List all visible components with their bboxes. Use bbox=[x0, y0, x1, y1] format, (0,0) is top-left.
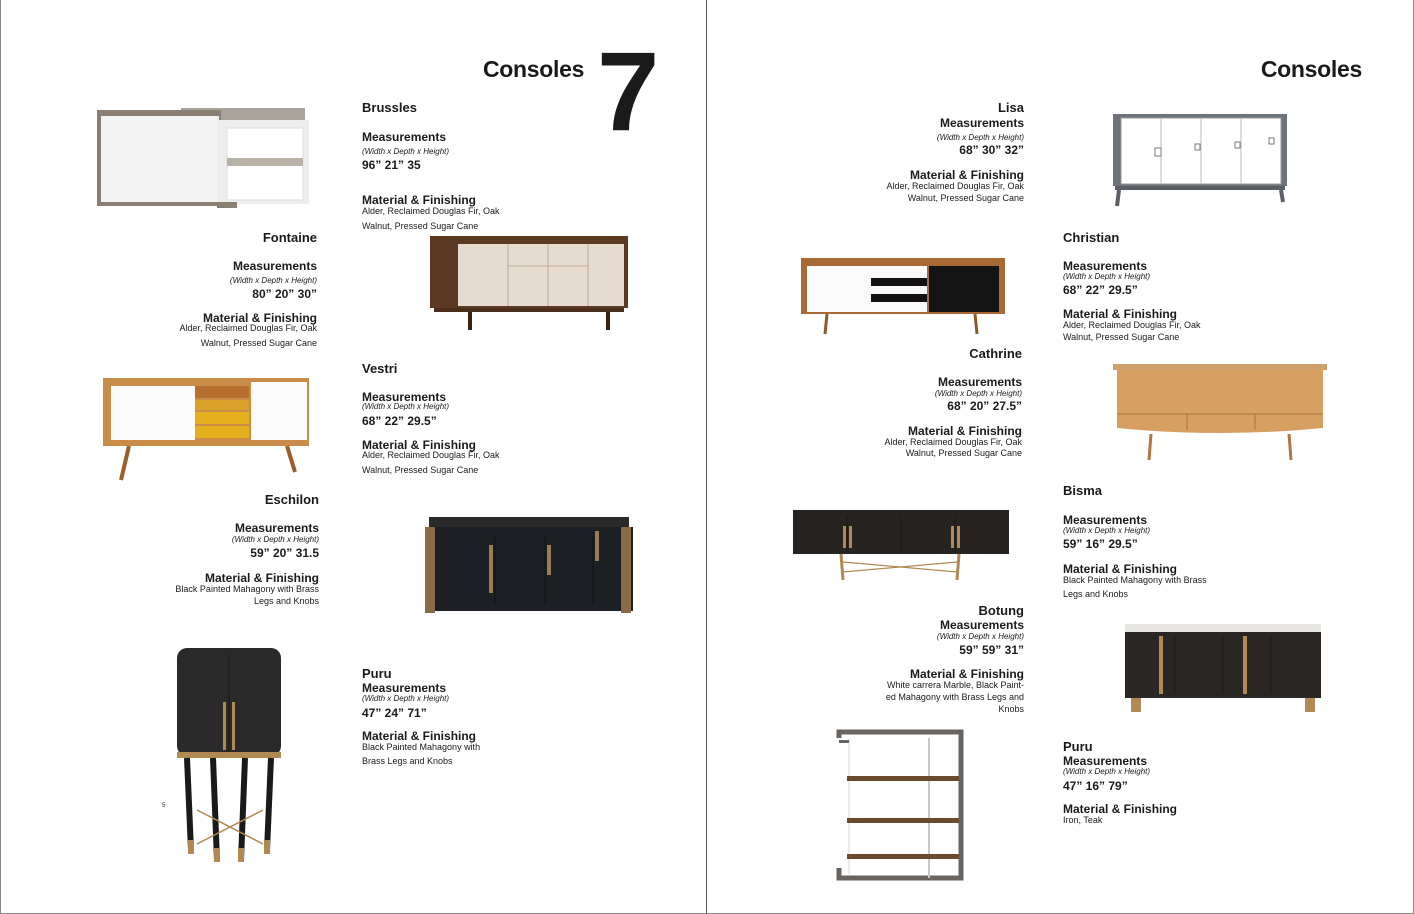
measurements-sub: (Width x Depth x Height) bbox=[934, 389, 1022, 398]
material-line: ed Mahagony with Brass Legs and bbox=[885, 692, 1024, 702]
product-name-botung: Botung bbox=[978, 603, 1024, 618]
measurements-sub: (Width x Depth x Height) bbox=[1063, 272, 1151, 281]
measurements-sub: (Width x Depth x Height) bbox=[362, 147, 450, 156]
measurements-label: Measurements bbox=[234, 521, 319, 535]
measurements-sub: (Width x Depth x Height) bbox=[936, 133, 1024, 142]
material-line: White carrera Marble, Black Paint- bbox=[886, 680, 1024, 690]
measurements-sub: (Width x Depth x Height) bbox=[1063, 767, 1151, 776]
material-label: Material & Finishing bbox=[362, 193, 477, 207]
bisma-console-image bbox=[791, 508, 1011, 582]
dimensions: 96” 21” 35 bbox=[362, 158, 421, 172]
puru-shelving-image bbox=[819, 728, 967, 886]
dimensions: 59” 59” 31” bbox=[959, 643, 1024, 657]
fontaine-console-image bbox=[428, 234, 630, 332]
product-name-lisa: Lisa bbox=[997, 100, 1024, 115]
brussles-console-image bbox=[95, 104, 311, 210]
material-label: Material & Finishing bbox=[1063, 802, 1178, 816]
dimensions: 47” 24” 71” bbox=[362, 706, 427, 720]
measurements-sub: (Width x Depth x Height) bbox=[1063, 526, 1151, 535]
material-line: Alder, Reclaimed Douglas Fir, Oak bbox=[1063, 320, 1201, 330]
material-line: Walnut, Pressed Sugar Cane bbox=[1063, 332, 1180, 342]
material-line: Iron, Teak bbox=[1063, 815, 1103, 825]
dimensions: 59” 20” 31.5 bbox=[250, 546, 319, 560]
material-line: Knobs bbox=[998, 704, 1024, 714]
material-line: Alder, Reclaimed Douglas Fir, Oak bbox=[179, 323, 317, 333]
puru-cabinet-image bbox=[173, 644, 285, 866]
material-line: Alder, Reclaimed Douglas Fir, Oak bbox=[886, 181, 1024, 191]
measurements-sub: (Width x Depth x Height) bbox=[229, 276, 317, 285]
material-label: Material & Finishing bbox=[909, 168, 1024, 182]
measurements-label: Measurements bbox=[362, 681, 447, 695]
material-label: Material & Finishing bbox=[909, 667, 1024, 681]
measurements-label: Measurements bbox=[937, 375, 1022, 389]
cathrine-console-image bbox=[1111, 362, 1329, 462]
dimensions: 68” 22” 29.5” bbox=[362, 414, 437, 428]
product-name-eschilon: Eschilon bbox=[264, 492, 319, 507]
material-line: Alder, Reclaimed Douglas Fir, Oak bbox=[362, 450, 500, 460]
dimensions: 47” 16” 79” bbox=[1063, 779, 1128, 793]
material-line: Black Painted Mahagony with Brass bbox=[1063, 575, 1207, 585]
dimensions: 80” 20” 30” bbox=[252, 287, 317, 301]
measurements-label: Measurements bbox=[1063, 259, 1148, 273]
botung-console-image bbox=[1123, 622, 1323, 714]
right-page bbox=[707, 0, 1414, 914]
dimensions: 68” 22” 29.5” bbox=[1063, 283, 1138, 297]
material-label: Material & Finishing bbox=[907, 424, 1022, 438]
dimensions: 59” 16” 29.5” bbox=[1063, 537, 1138, 551]
christian-console-image bbox=[799, 254, 1009, 336]
material-label: Material & Finishing bbox=[362, 729, 477, 743]
product-name-bisma: Bisma bbox=[1063, 483, 1103, 498]
measurements-sub: (Width x Depth x Height) bbox=[231, 535, 319, 544]
material-line: Legs and Knobs bbox=[1063, 589, 1129, 599]
material-line: Alder, Reclaimed Douglas Fir, Oak bbox=[884, 437, 1022, 447]
page-number: 5 bbox=[162, 803, 166, 809]
product-name-christian: Christian bbox=[1063, 230, 1120, 245]
material-label: Material & Finishing bbox=[204, 571, 319, 585]
product-name-puru: Puru bbox=[1063, 739, 1093, 754]
vestri-console-image bbox=[101, 368, 313, 484]
product-name-brussles: Brussles bbox=[362, 100, 417, 115]
dimensions: 68” 20” 27.5” bbox=[947, 399, 1022, 413]
material-line: Brass Legs and Knobs bbox=[362, 756, 453, 766]
measurements-label: Measurements bbox=[939, 116, 1024, 130]
material-line: Walnut, Pressed Sugar Cane bbox=[362, 221, 479, 231]
material-line: Walnut, Pressed Sugar Cane bbox=[907, 193, 1024, 203]
material-label: Material & Finishing bbox=[202, 311, 317, 325]
page-title: Consoles bbox=[1260, 56, 1362, 82]
material-line: Black Painted Mahagony with Brass bbox=[175, 584, 319, 594]
material-line: Legs and Knobs bbox=[253, 596, 319, 606]
measurements-label: Measurements bbox=[362, 130, 447, 144]
product-name-fontaine: Fontaine bbox=[262, 230, 317, 245]
measurements-label: Measurements bbox=[1063, 754, 1148, 768]
measurements-label: Measurements bbox=[232, 259, 317, 273]
material-line: Alder, Reclaimed Douglas Fir, Oak bbox=[362, 206, 500, 216]
measurements-sub: (Width x Depth x Height) bbox=[362, 694, 450, 703]
measurements-sub: (Width x Depth x Height) bbox=[936, 632, 1024, 641]
measurements-label: Measurements bbox=[939, 618, 1024, 632]
material-line: Walnut, Pressed Sugar Cane bbox=[905, 448, 1022, 458]
material-line: Black Painted Mahagony with bbox=[362, 742, 481, 752]
material-label: Material & Finishing bbox=[1063, 307, 1178, 321]
material-line: Walnut, Pressed Sugar Cane bbox=[362, 465, 479, 475]
measurements-label: Measurements bbox=[1063, 513, 1148, 527]
product-name-puru: Puru bbox=[362, 666, 392, 681]
dimensions: 68” 30” 32” bbox=[959, 143, 1024, 157]
product-name-vestri: Vestri bbox=[362, 361, 398, 376]
material-label: Material & Finishing bbox=[1063, 562, 1178, 576]
chapter-number: 7 bbox=[597, 29, 658, 154]
lisa-console-image bbox=[1111, 110, 1289, 210]
eschilon-console-image bbox=[423, 515, 635, 617]
page-title: Consoles bbox=[483, 56, 585, 82]
measurements-label: Measurements bbox=[362, 390, 447, 404]
material-line: Walnut, Pressed Sugar Cane bbox=[200, 338, 317, 348]
measurements-sub: (Width x Depth x Height) bbox=[362, 402, 450, 411]
product-name-cathrine: Cathrine bbox=[969, 346, 1022, 361]
material-label: Material & Finishing bbox=[362, 438, 477, 452]
